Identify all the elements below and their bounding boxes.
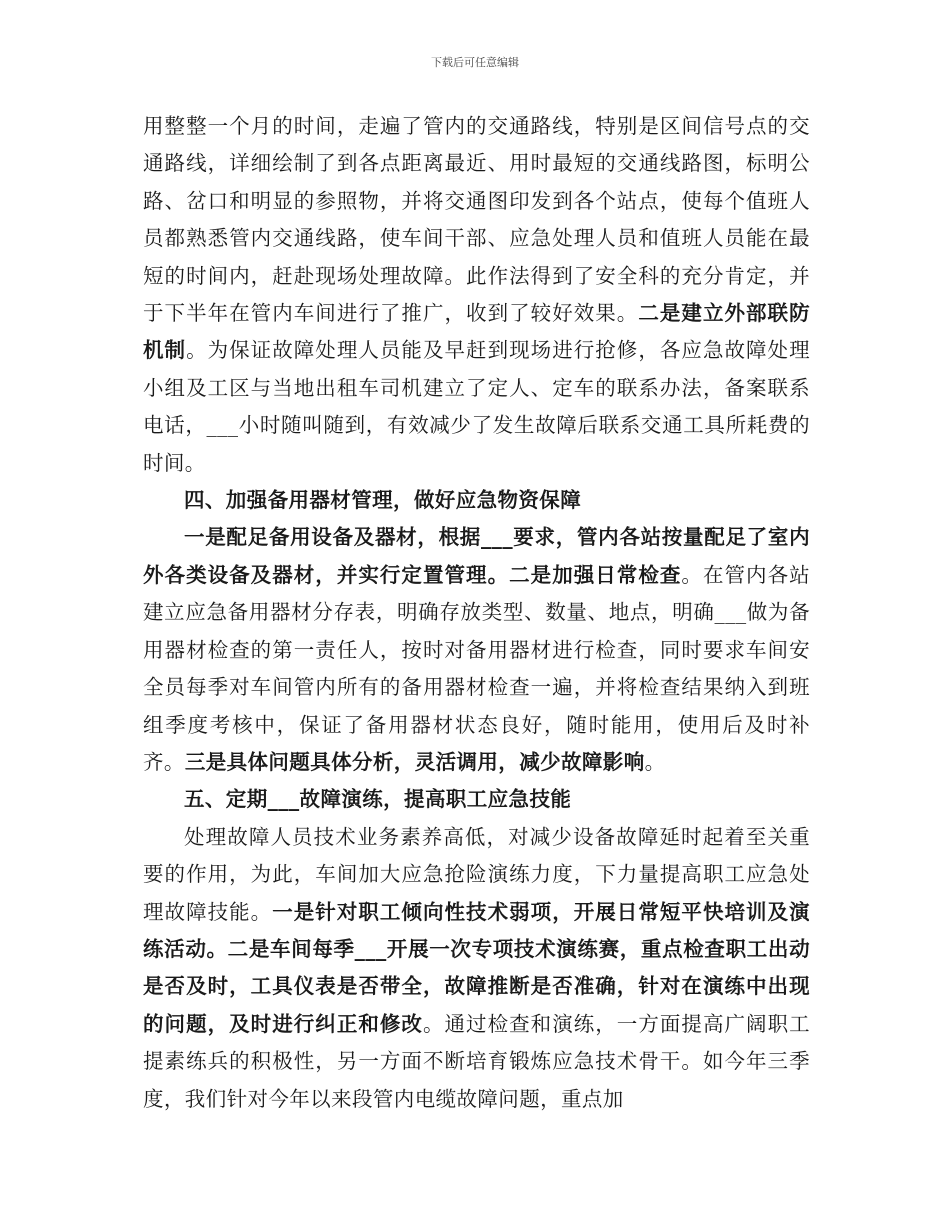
paragraph-text: 。通过检查和演练，一方面提高广阔职工提素练兵的积极性，另一方面不断培育锻炼应急技术骨干。如今年三季度，我们针对今年以来段管内电缆故障问题，重点加 [143,1011,811,1111]
bold-point-external-defense: 二是建立外部联防机制 [143,301,810,363]
paragraph-text: 。为保证故障处理人员能及早赶到现场进行抢修，各应急故障处理小组及工区与当地出租车司机建立了定人、定车的联系办法，备案联系电话，___小时随叫随到，有效减少了发生故障后联系交通工具所耗费的时间。 [143,338,810,475]
section-heading-5: 五、定期___故障演练，提高职工应急技能 [184,787,572,812]
paragraph-text: 。 [644,749,666,774]
document-body [143,108,810,1118]
bold-point-equipment-inspection: 一是配足备用设备及器材，根据___要求，管内各站按量配足了室内外各类设备及器材，并实行定置管理。二是加强日常检查 [143,525,810,587]
section-heading-4: 四、加强备用器材管理，做好应急物资保障 [184,488,582,513]
paragraph-text: 处理故障人员技术业务素养高低，对减少设备故障延时起着至关重要的作用，为此，车间加大应急抢险演练力度，下力量提高职工应急处理故障技能。 [143,824,810,924]
bold-point-training-drills: 一是针对职工倾向性技术弱项，开展日常短平快培训及演练活动。二是车间每季___开展一次专项技术演练赛，重点检查职工出动是否及时，工具仪表是否带全，故障推断是否准确，针对在演练中出现的问题，及时进行纠正和修改 [143,899,810,1036]
paragraph-drills [143,819,810,1118]
paragraph-text: 。在管内各站建立应急备用器材分存表，明确存放类型、数量、地点，明确___做为备用器材检查的第一责任人，按时对备用器材进行检查，同时要求车间安全员每季对车间管内所有的备用器材检查一遍，并将检查结果纳入到班组季度考核中，保证了备用器材状态良好，随时能用，使用后及时补齐。 [143,562,811,774]
bold-point-flexible-dispatch: 三是具体问题具体分析，灵活调用，减少故障影响 [184,749,645,774]
page-header: 下载后可任意编辑 [431,56,519,69]
paragraph-text: 用整整一个月的时间，走遍了管内的交通路线，特别是区间信号点的交通路线，详细绘制了到各点距离最近、用时最短的交通线路图，标明公路、岔口和明显的参照物，并将交通图印发到各个站点，使每个值班人员都熟悉管内交通线路，使车间干部、应急处理人员和值班人员能在最短的时间内，赶赴现场处理故障。此作法得到了安全科的充分肯定，并于下半年在管内车间进行了推广，收到了较好效果。 [143,114,810,326]
paragraph-spare-equipment [143,519,810,781]
paragraph-transport-routes [143,108,810,482]
